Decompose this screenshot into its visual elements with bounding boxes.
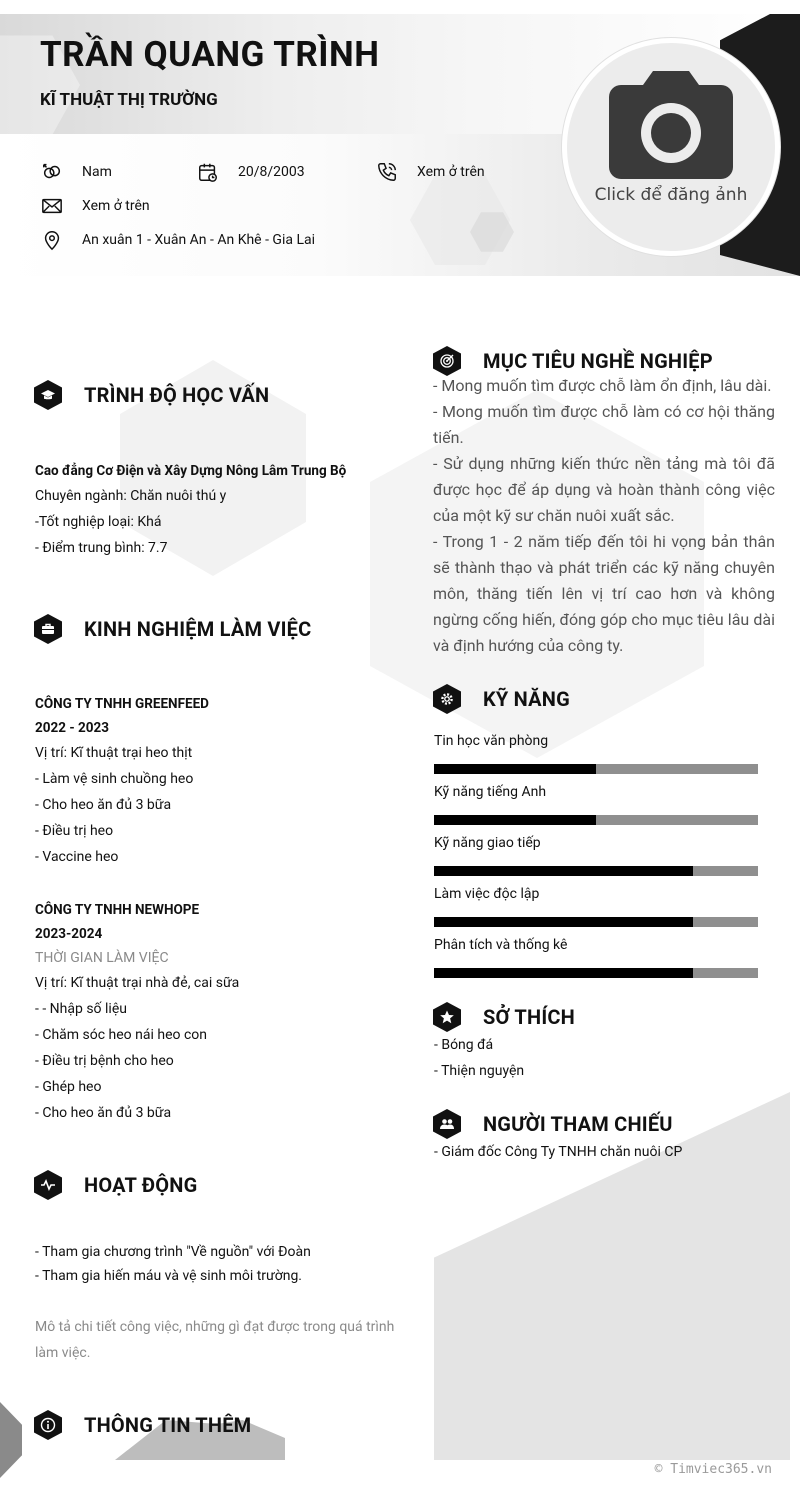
more-info-heading [34, 1410, 251, 1440]
avatar-upload[interactable] [562, 38, 780, 256]
job-line[interactable]: - Ghép heo [35, 1079, 102, 1095]
skill-bar [434, 917, 758, 927]
skills-title: KỸ NĂNG [483, 687, 570, 711]
job-line[interactable]: Vị trí: Kĩ thuật trại nhà đẻ, cai sữa [35, 975, 240, 991]
references-heading [433, 1109, 673, 1139]
hobby-line[interactable]: - Thiện nguyện [434, 1063, 525, 1079]
skill-bar-fill [434, 968, 693, 978]
experience-heading [34, 614, 311, 644]
job-company[interactable]: CÔNG TY TNHH GREENFEED [35, 696, 209, 712]
job-line[interactable]: - Điều trị heo [35, 823, 114, 839]
skill-bar [434, 866, 758, 876]
gender-row [40, 160, 112, 184]
email-value[interactable]: Xem ở trên [82, 198, 150, 214]
activities-heading [34, 1170, 197, 1200]
more-info-title: THÔNG TIN THÊM [84, 1413, 252, 1437]
objective-paragraph: - Trong 1 - 2 năm tiếp đến tôi hi vọng bản thân sẽ thành thạo và phát triển các kỹ năng chuyên môn, thăng tiến lên vị trí cao hơn và không ngừng cống hiến, đóng góp cho mục tiêu lâu dài và định hướng của công ty. [433, 532, 775, 655]
email-row [40, 194, 150, 218]
hobbies-title: SỞ THÍCH [483, 1005, 575, 1029]
hobby-line[interactable]: - Bóng đá [434, 1037, 494, 1053]
objective-paragraph: - Mong muốn tìm được chỗ làm ổn định, lâu dài. [433, 376, 772, 395]
skill-bar [434, 815, 758, 825]
job-line[interactable]: - Vaccine heo [35, 849, 119, 865]
education-title: TRÌNH ĐỘ HỌC VẤN [84, 383, 270, 407]
skill-bar [434, 968, 758, 978]
skill-item[interactable] [434, 783, 758, 825]
activity-placeholder[interactable]: Mô tả chi tiết công việc, những gì đạt được trong quá trình [35, 1319, 395, 1335]
job-position[interactable]: KĨ THUẬT THỊ TRƯỜNG [40, 90, 218, 110]
skill-item[interactable] [434, 936, 758, 978]
job-line[interactable]: - Cho heo ăn đủ 3 bữa [35, 1105, 172, 1121]
education-school[interactable]: Cao đẳng Cơ Điện và Xây Dựng Nông Lâm Trung Bộ [35, 463, 347, 479]
reference-line[interactable]: - Giám đốc Công Ty TNHH chăn nuôi CP [434, 1144, 683, 1160]
experience-title: KINH NGHIỆM LÀM VIỆC [84, 617, 312, 641]
hobbies-heading [433, 1002, 575, 1032]
phone-icon [375, 160, 399, 184]
briefcase-icon [34, 614, 62, 644]
full-name[interactable]: TRẦN QUANG TRÌNH [40, 34, 380, 75]
references-title: NGƯỜI THAM CHIẾU [483, 1112, 673, 1136]
info-icon [34, 1410, 62, 1440]
skill-bar [434, 764, 758, 774]
job-line[interactable]: - Chăm sóc heo nái heo con [35, 1027, 207, 1043]
job-line[interactable]: Vị trí: Kĩ thuật trại heo thịt [35, 745, 193, 761]
education-line[interactable]: - Điểm trung bình: 7.7 [35, 540, 168, 556]
activity-placeholder[interactable]: làm việc. [35, 1345, 91, 1361]
decor-shape [0, 1402, 22, 1478]
skill-label: Kỹ năng tiếng Anh [434, 784, 547, 800]
gear-icon [433, 684, 461, 714]
activity-line[interactable]: - Tham gia hiến máu và vệ sinh môi trường. [35, 1268, 302, 1284]
address-value[interactable]: An xuân 1 - Xuân An - An Khê - Gia Lai [82, 232, 316, 248]
users-icon [433, 1109, 461, 1139]
job-line[interactable]: - - Nhập số liệu [35, 1001, 127, 1017]
activity-line[interactable]: - Tham gia chương trình "Về nguồn" với Đoàn [35, 1244, 311, 1260]
job-time[interactable]: 2022 - 2023 [35, 720, 109, 736]
birthday-row [196, 160, 305, 184]
objective-title: MỤC TIÊU NGHỀ NGHIỆP [483, 349, 713, 373]
gender-value[interactable]: Nam [82, 164, 112, 180]
pulse-icon [34, 1170, 62, 1200]
skill-label: Làm việc độc lập [434, 886, 540, 902]
skills-heading [433, 684, 570, 714]
skill-item[interactable] [434, 732, 758, 774]
skill-label: Tin học văn phòng [434, 733, 549, 749]
star-icon [433, 1002, 461, 1032]
calendar-icon [196, 160, 220, 184]
job-time[interactable]: 2023-2024 [35, 926, 103, 942]
skill-item[interactable] [434, 885, 758, 927]
activities-title: HOẠT ĐỘNG [84, 1173, 198, 1197]
phone-value[interactable]: Xem ở trên [417, 164, 485, 180]
skill-bar-fill [434, 764, 596, 774]
objective-heading [433, 346, 713, 376]
skill-bar-fill [434, 815, 596, 825]
camera-icon [609, 71, 733, 179]
graduation-cap-icon [34, 380, 62, 410]
skill-bar-fill [434, 917, 693, 927]
job-line[interactable]: - Điều trị bệnh cho heo [35, 1053, 174, 1069]
skill-item[interactable] [434, 834, 758, 876]
skill-label: Kỹ năng giao tiếp [434, 835, 541, 851]
objective-paragraph: - Sử dụng những kiến thức nền tảng mà tôi đã được học để áp dụng và hoàn thành công việc của một kỹ sư chăn nuôi xuất sắc. [433, 454, 775, 525]
avatar-upload-label: Click để đăng ảnh [594, 185, 748, 205]
objective-paragraph: - Mong muốn tìm được chỗ làm có cơ hội thăng tiến. [433, 402, 775, 447]
objective-text[interactable] [433, 373, 775, 659]
job-line[interactable]: - Cho heo ăn đủ 3 bữa [35, 797, 172, 813]
gender-icon [40, 160, 64, 184]
mail-icon [40, 194, 64, 218]
birthday-value[interactable]: 20/8/2003 [238, 164, 305, 180]
education-line[interactable]: Chuyên ngành: Chăn nuôi thú y [35, 488, 227, 504]
education-heading [34, 380, 269, 410]
job-line[interactable]: - Làm vệ sinh chuồng heo [35, 771, 194, 787]
target-icon [433, 346, 461, 376]
watermark: © Timviec365.vn [654, 1462, 772, 1477]
address-row [40, 228, 315, 252]
skill-label: Phân tích và thống kê [434, 937, 568, 953]
skill-bar-fill [434, 866, 693, 876]
job-company[interactable]: CÔNG TY TNHH NEWHOPE [35, 902, 200, 918]
education-line[interactable]: -Tốt nghiệp loại: Khá [35, 514, 162, 530]
location-pin-icon [40, 228, 64, 252]
job-time-placeholder[interactable]: THỜI GIAN LÀM VIỆC [35, 950, 169, 966]
phone-row [375, 160, 485, 184]
